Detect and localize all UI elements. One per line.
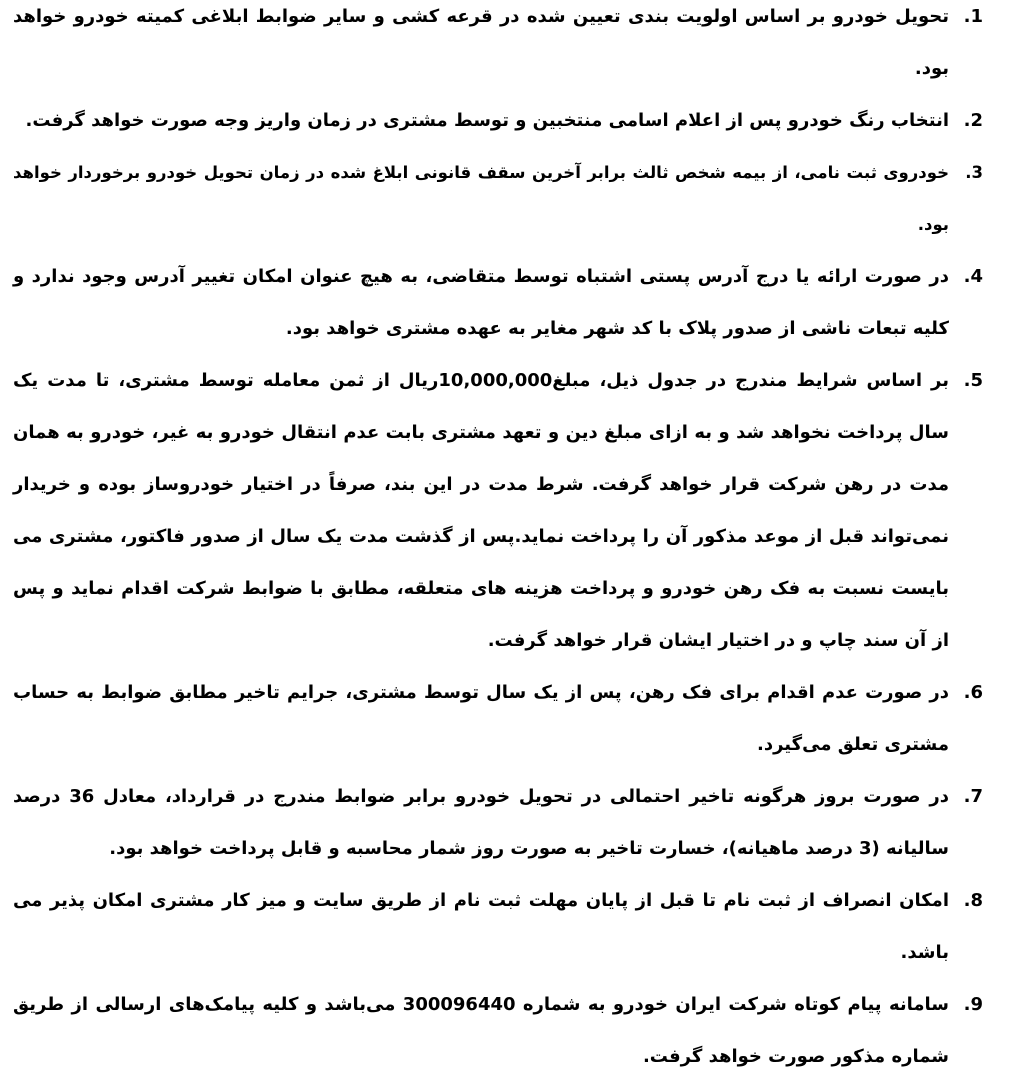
- terms-list: [13, 0, 983, 1083]
- list-item-text: سامانه پیام کوتاه شرکت ایران خودرو به شماره 300096440 می‌باشد و کلیه پیامک‌های ارسالی از طریق شماره مذکور صورت خواهد گرفت.: [13, 994, 949, 1067]
- list-item: [13, 979, 983, 1083]
- list-item-text: امکان انصراف از ثبت نام تا قبل از پایان مهلت ثبت نام از طریق سایت و میز کار مشتری امکان پذیر می باشد.: [13, 890, 949, 963]
- list-item-number: 5.: [963, 370, 983, 391]
- list-item: [13, 667, 983, 771]
- list-item-number: 2.: [963, 110, 983, 131]
- list-item: [13, 95, 983, 147]
- list-item-number: 9.: [963, 994, 983, 1015]
- list-item-number: 3.: [965, 163, 983, 182]
- list-item-text: در صورت ارائه یا درج آدرس پستی اشتباه توسط متقاضی، به هیچ عنوان امکان تغییر آدرس وجود ندارد و کلیه تبعات ناشی از صدور پلاک با کد شهر مغایر به عهده مشتری خواهد بود.: [13, 266, 949, 339]
- list-item-text: تحویل خودرو بر اساس اولویت بندی تعیین شده در قرعه کشی و سایر ضوابط ابلاغی کمیته خودرو خواهد بود.: [13, 6, 949, 79]
- list-item-number: 4.: [963, 266, 983, 287]
- list-item-number: 6.: [963, 682, 983, 703]
- list-item-number: 8.: [963, 890, 983, 911]
- list-item-text: انتخاب رنگ خودرو پس از اعلام اسامی منتخبین و توسط مشتری در زمان واریز وجه صورت خواهد گرفت.: [25, 110, 949, 131]
- list-item-text: بر اساس شرایط مندرج در جدول ذیل، مبلغ10,000,000ریال از ثمن معامله توسط مشتری، تا مدت یک سال پرداخت نخواهد شد و به ازای مبلغ دین و تعهد مشتری بابت عدم انتقال خودرو به غیر، خودرو به همان مدت در رهن شرکت قرار خواهد گرفت. شرط مدت در این بند، صرفاً در اختیار خودروساز بوده و خریدار نمی‌تواند قبل از موعد مذکور آن را پرداخت نماید.پس از گذشت مدت یک سال از صدور فاکتور، مشتری می بایست نسبت به فک رهن خودرو و پرداخت هزینه های متعلقه، مطابق با ضوابط شرکت اقدام نماید و پس از آن سند چاپ و در اختیار ایشان قرار خواهد گرفت.: [13, 370, 949, 651]
- list-item: [13, 771, 983, 875]
- list-item: [13, 147, 983, 251]
- list-item: [13, 355, 983, 667]
- list-item-number: 7.: [963, 786, 983, 807]
- list-item-text: خودروی ثبت نامی، از بیمه شخص ثالث برابر آخرین سقف قانونی ابلاغ شده در زمان تحویل خودرو برخوردار خواهد بود.: [13, 163, 949, 234]
- list-item-number: 1.: [963, 6, 983, 27]
- list-item: [13, 0, 983, 95]
- list-item: [13, 251, 983, 355]
- list-item-text: در صورت عدم اقدام برای فک رهن، پس از یک سال توسط مشتری، جرایم تاخیر مطابق ضوابط به حساب مشتری تعلق می‌گیرد.: [13, 682, 949, 755]
- list-item-text: در صورت بروز هرگونه تاخیر احتمالی در تحویل خودرو برابر ضوابط مندرج در قرارداد، معادل 36 درصد سالیانه (3 درصد ماهیانه)، خسارت تاخیر به صورت روز شمار محاسبه و قابل پرداخت خواهد بود.: [13, 786, 949, 859]
- list-item: [13, 875, 983, 979]
